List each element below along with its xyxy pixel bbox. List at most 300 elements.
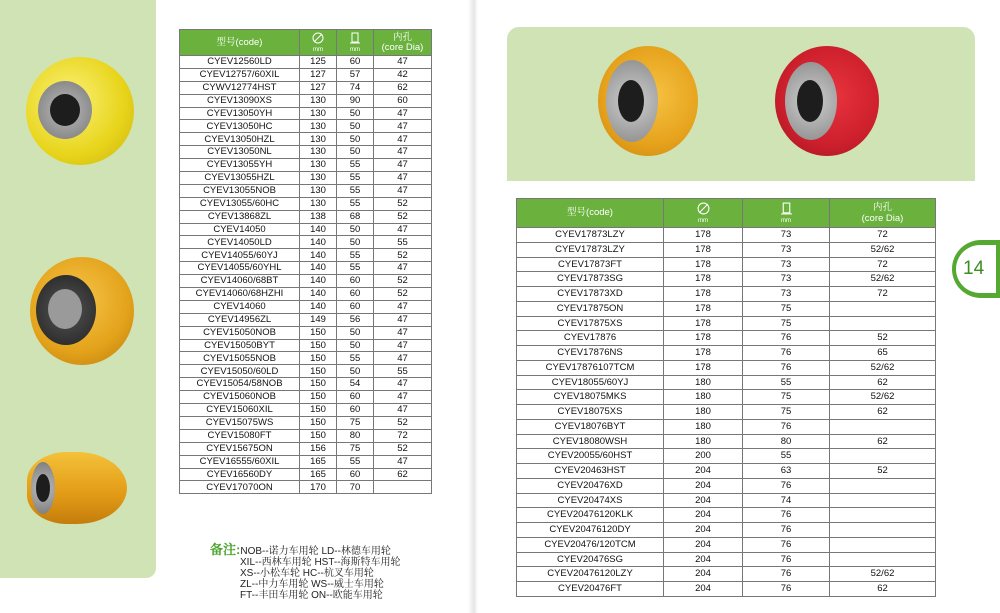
table-row bbox=[180, 197, 432, 210]
cell-code: CYEV14050LD bbox=[180, 236, 300, 249]
cell-bore: 72 bbox=[830, 228, 936, 243]
left-spec-table bbox=[179, 29, 432, 494]
cell-diameter: 130 bbox=[300, 133, 337, 146]
cell-diameter: 178 bbox=[664, 242, 743, 257]
cell-bore: 62 bbox=[830, 582, 936, 597]
table-row bbox=[180, 429, 432, 442]
table-row bbox=[517, 419, 936, 434]
cell-width: 76 bbox=[743, 508, 830, 523]
cell-diameter: 180 bbox=[664, 419, 743, 434]
cell-bore: 52/62 bbox=[830, 567, 936, 582]
table-row bbox=[517, 360, 936, 375]
cell-diameter: 180 bbox=[664, 375, 743, 390]
right-green-panel bbox=[507, 27, 975, 181]
cell-diameter: 130 bbox=[300, 172, 337, 185]
cell-diameter: 178 bbox=[664, 346, 743, 361]
table-row bbox=[517, 508, 936, 523]
cell-code: CYEV13050HZL bbox=[180, 133, 300, 146]
table-row bbox=[517, 316, 936, 331]
cell-code: CYEV13055YH bbox=[180, 159, 300, 172]
cell-code: CYEV14050 bbox=[180, 223, 300, 236]
cell-width: 55 bbox=[337, 159, 374, 172]
cell-bore bbox=[830, 537, 936, 552]
cell-code: CYEV13090XS bbox=[180, 94, 300, 107]
cell-code: CYEV12560LD bbox=[180, 56, 300, 69]
col-header-bore bbox=[830, 199, 936, 228]
diameter-icon bbox=[312, 32, 324, 44]
cell-bore bbox=[830, 301, 936, 316]
col-header-bore bbox=[374, 30, 432, 56]
cell-diameter: 200 bbox=[664, 449, 743, 464]
cell-bore bbox=[374, 481, 432, 494]
notes-line: NOB--诺力车用轮 LD--林德车用轮 bbox=[240, 546, 391, 557]
cell-width: 75 bbox=[743, 301, 830, 316]
table-row bbox=[180, 56, 432, 69]
table-row bbox=[517, 582, 936, 597]
cell-bore: 62 bbox=[374, 468, 432, 481]
cell-code: CYEV14060/68BT bbox=[180, 275, 300, 288]
cell-diameter: 125 bbox=[300, 56, 337, 69]
width-icon bbox=[349, 32, 361, 44]
notes-line: XS--小松车轮 HC--杭叉车用轮 bbox=[240, 568, 374, 579]
cell-bore: 47 bbox=[374, 223, 432, 236]
table-row bbox=[180, 159, 432, 172]
cell-width: 60 bbox=[337, 275, 374, 288]
table-row bbox=[180, 223, 432, 236]
cell-code: CYEV13050HC bbox=[180, 120, 300, 133]
cell-code: CYEV20476XD bbox=[517, 478, 664, 493]
cell-diameter: 165 bbox=[300, 455, 337, 468]
cell-width: 73 bbox=[743, 242, 830, 257]
cell-code: CYEV13055/60HC bbox=[180, 197, 300, 210]
cell-bore: 52/62 bbox=[830, 360, 936, 375]
cell-width: 57 bbox=[337, 68, 374, 81]
cell-width: 76 bbox=[743, 478, 830, 493]
table-row bbox=[180, 300, 432, 313]
table-row bbox=[180, 172, 432, 185]
cell-code: CYEV15675ON bbox=[180, 442, 300, 455]
cell-bore: 72 bbox=[830, 257, 936, 272]
cell-width: 74 bbox=[743, 493, 830, 508]
wheel-image-yellow bbox=[26, 57, 134, 165]
cell-bore: 65 bbox=[830, 346, 936, 361]
cell-width: 54 bbox=[337, 378, 374, 391]
cell-diameter: 204 bbox=[664, 537, 743, 552]
table-row bbox=[517, 375, 936, 390]
table-row bbox=[517, 434, 936, 449]
cell-bore: 72 bbox=[374, 429, 432, 442]
right-spec-table bbox=[516, 198, 936, 597]
cell-diameter: 130 bbox=[300, 107, 337, 120]
cell-width: 50 bbox=[337, 365, 374, 378]
cell-width: 76 bbox=[743, 582, 830, 597]
cell-diameter: 140 bbox=[300, 300, 337, 313]
cell-diameter: 150 bbox=[300, 352, 337, 365]
table-row bbox=[517, 405, 936, 420]
table-row bbox=[517, 331, 936, 346]
cell-bore: 52/62 bbox=[830, 272, 936, 287]
cell-code: CYEV18080WSH bbox=[517, 434, 664, 449]
cell-width: 76 bbox=[743, 567, 830, 582]
cell-bore bbox=[830, 552, 936, 567]
cell-code: CYEV17873SG bbox=[517, 272, 664, 287]
cell-code: CYEV17875ON bbox=[517, 301, 664, 316]
cell-width: 76 bbox=[743, 346, 830, 361]
wheel-image-red-right bbox=[775, 46, 879, 156]
cell-width: 90 bbox=[337, 94, 374, 107]
table-row bbox=[517, 537, 936, 552]
cell-width: 60 bbox=[337, 300, 374, 313]
cell-code: CYEV18055/60YJ bbox=[517, 375, 664, 390]
cell-width: 60 bbox=[337, 288, 374, 301]
cell-width: 50 bbox=[337, 339, 374, 352]
cell-diameter: 140 bbox=[300, 236, 337, 249]
cell-bore: 62 bbox=[374, 81, 432, 94]
table-row bbox=[517, 493, 936, 508]
cell-diameter: 140 bbox=[300, 249, 337, 262]
cell-diameter: 204 bbox=[664, 464, 743, 479]
cell-width: 75 bbox=[743, 405, 830, 420]
table-row bbox=[180, 210, 432, 223]
cell-diameter: 204 bbox=[664, 508, 743, 523]
cell-diameter: 178 bbox=[664, 257, 743, 272]
cell-bore: 42 bbox=[374, 68, 432, 81]
cell-diameter: 204 bbox=[664, 478, 743, 493]
cell-width: 73 bbox=[743, 228, 830, 243]
cell-bore bbox=[830, 493, 936, 508]
cell-diameter: 178 bbox=[664, 287, 743, 302]
cell-width: 60 bbox=[337, 56, 374, 69]
cell-bore: 55 bbox=[374, 236, 432, 249]
cell-code: CYEV14060 bbox=[180, 300, 300, 313]
cell-code: CYWV12774HST bbox=[180, 81, 300, 94]
cell-width: 74 bbox=[337, 81, 374, 94]
cell-code: CYEV15054/58NOB bbox=[180, 378, 300, 391]
page-spine bbox=[468, 0, 478, 613]
cell-code: CYEV13050YH bbox=[180, 107, 300, 120]
cell-width: 55 bbox=[337, 262, 374, 275]
cell-bore: 47 bbox=[374, 378, 432, 391]
cell-diameter: 204 bbox=[664, 523, 743, 538]
table-row bbox=[180, 68, 432, 81]
cell-diameter: 150 bbox=[300, 326, 337, 339]
cell-code: CYEV14956ZL bbox=[180, 313, 300, 326]
cell-bore bbox=[830, 316, 936, 331]
cell-width: 50 bbox=[337, 223, 374, 236]
table-row bbox=[180, 146, 432, 159]
cell-diameter: 170 bbox=[300, 481, 337, 494]
cell-code: CYEV13055NOB bbox=[180, 184, 300, 197]
table-row bbox=[517, 478, 936, 493]
cell-width: 60 bbox=[337, 468, 374, 481]
table-row bbox=[180, 184, 432, 197]
cell-bore: 47 bbox=[374, 159, 432, 172]
cell-bore bbox=[830, 449, 936, 464]
cell-bore: 47 bbox=[374, 184, 432, 197]
cell-code: CYEV17876107TCM bbox=[517, 360, 664, 375]
cell-bore: 47 bbox=[374, 107, 432, 120]
cell-diameter: 165 bbox=[300, 468, 337, 481]
cell-diameter: 178 bbox=[664, 331, 743, 346]
cell-diameter: 140 bbox=[300, 262, 337, 275]
table-row bbox=[180, 81, 432, 94]
cell-diameter: 130 bbox=[300, 146, 337, 159]
cell-code: CYEV20474XS bbox=[517, 493, 664, 508]
cell-code: CYEV20476SG bbox=[517, 552, 664, 567]
cell-code: CYEV13055HZL bbox=[180, 172, 300, 185]
mm-label: mm bbox=[781, 217, 791, 224]
cell-diameter: 150 bbox=[300, 365, 337, 378]
cell-bore: 52 bbox=[374, 275, 432, 288]
table-row bbox=[180, 378, 432, 391]
cell-width: 73 bbox=[743, 272, 830, 287]
cell-diameter: 138 bbox=[300, 210, 337, 223]
cell-width: 50 bbox=[337, 146, 374, 159]
cell-width: 73 bbox=[743, 257, 830, 272]
col-header-diameter bbox=[664, 199, 743, 228]
cell-code: CYEV17873FT bbox=[517, 257, 664, 272]
col-header-width bbox=[337, 30, 374, 56]
cell-bore: 47 bbox=[374, 391, 432, 404]
cell-bore: 47 bbox=[374, 172, 432, 185]
bore-cn: 内孔 bbox=[872, 202, 892, 213]
cell-code: CYEV15050NOB bbox=[180, 326, 300, 339]
cell-width: 56 bbox=[337, 313, 374, 326]
bore-en: (core Dia) bbox=[861, 213, 904, 224]
table-row bbox=[517, 228, 936, 243]
cell-code: CYEV20476/120TCM bbox=[517, 537, 664, 552]
col-header-width bbox=[743, 199, 830, 228]
cell-diameter: 178 bbox=[664, 228, 743, 243]
cell-diameter: 178 bbox=[664, 360, 743, 375]
cell-bore: 52 bbox=[374, 249, 432, 262]
bore-en: (core Dia) bbox=[381, 41, 424, 53]
cell-code: CYEV20463HST bbox=[517, 464, 664, 479]
cell-diameter: 127 bbox=[300, 81, 337, 94]
cell-code: CYEV17876 bbox=[517, 331, 664, 346]
cell-width: 55 bbox=[743, 375, 830, 390]
mm-label: mm bbox=[350, 46, 360, 53]
cell-width: 55 bbox=[337, 249, 374, 262]
table-row bbox=[180, 275, 432, 288]
cell-diameter: 204 bbox=[664, 493, 743, 508]
cell-code: CYEV14055/60YHL bbox=[180, 262, 300, 275]
table-row bbox=[180, 339, 432, 352]
cell-bore: 72 bbox=[830, 287, 936, 302]
table-row bbox=[180, 442, 432, 455]
table-row bbox=[180, 481, 432, 494]
table-row bbox=[517, 567, 936, 582]
cell-diameter: 180 bbox=[664, 390, 743, 405]
table-row bbox=[517, 552, 936, 567]
page-number: 14 bbox=[963, 258, 985, 279]
table-row bbox=[180, 120, 432, 133]
cell-width: 76 bbox=[743, 419, 830, 434]
cell-bore: 47 bbox=[374, 455, 432, 468]
cell-width: 76 bbox=[743, 331, 830, 346]
table-row bbox=[180, 416, 432, 429]
cell-code: CYEV17070ON bbox=[180, 481, 300, 494]
cell-width: 50 bbox=[337, 120, 374, 133]
cell-diameter: 180 bbox=[664, 434, 743, 449]
table-row bbox=[517, 449, 936, 464]
cell-diameter: 204 bbox=[664, 552, 743, 567]
table-row bbox=[180, 133, 432, 146]
cell-diameter: 156 bbox=[300, 442, 337, 455]
col-header-diameter bbox=[300, 30, 337, 56]
cell-width: 80 bbox=[337, 429, 374, 442]
table-row bbox=[517, 301, 936, 316]
cell-diameter: 130 bbox=[300, 120, 337, 133]
cell-code: CYEV13050NL bbox=[180, 146, 300, 159]
cell-width: 75 bbox=[337, 442, 374, 455]
cell-diameter: 140 bbox=[300, 275, 337, 288]
cell-code: CYEV18076BYT bbox=[517, 419, 664, 434]
cell-bore: 47 bbox=[374, 262, 432, 275]
cell-bore: 47 bbox=[374, 326, 432, 339]
cell-bore: 47 bbox=[374, 146, 432, 159]
table-row bbox=[180, 391, 432, 404]
cell-bore: 52/62 bbox=[830, 242, 936, 257]
cell-diameter: 130 bbox=[300, 197, 337, 210]
cell-bore: 52 bbox=[374, 416, 432, 429]
cell-bore: 47 bbox=[374, 339, 432, 352]
notes-block bbox=[210, 544, 401, 601]
cell-diameter: 150 bbox=[300, 339, 337, 352]
table-row bbox=[180, 249, 432, 262]
cell-code: CYEV17873LZY bbox=[517, 228, 664, 243]
cell-diameter: 140 bbox=[300, 223, 337, 236]
table-row bbox=[180, 262, 432, 275]
cell-width: 55 bbox=[337, 352, 374, 365]
cell-code: CYEV20476120KLK bbox=[517, 508, 664, 523]
cell-width: 50 bbox=[337, 326, 374, 339]
cell-width: 75 bbox=[743, 316, 830, 331]
cell-width: 55 bbox=[743, 449, 830, 464]
cell-code: CYEV15050/60LD bbox=[180, 365, 300, 378]
cell-diameter: 150 bbox=[300, 404, 337, 417]
cell-width: 75 bbox=[743, 390, 830, 405]
cell-bore: 62 bbox=[830, 375, 936, 390]
cell-width: 80 bbox=[743, 434, 830, 449]
cell-diameter: 130 bbox=[300, 184, 337, 197]
cell-diameter: 140 bbox=[300, 288, 337, 301]
cell-code: CYEV17876NS bbox=[517, 346, 664, 361]
cell-width: 75 bbox=[337, 416, 374, 429]
wheel-image-orange-large bbox=[30, 257, 134, 365]
table-row bbox=[180, 468, 432, 481]
cell-width: 73 bbox=[743, 287, 830, 302]
notes-line: FT--丰田车用轮 ON--欧能车用轮 bbox=[240, 590, 383, 601]
table-row bbox=[180, 404, 432, 417]
notes-line: XIL--西林车用轮 HST--海斯特车用轮 bbox=[240, 557, 401, 568]
cell-width: 55 bbox=[337, 172, 374, 185]
cell-code: CYEV15075WS bbox=[180, 416, 300, 429]
cell-code: CYEV18075XS bbox=[517, 405, 664, 420]
table-row bbox=[517, 242, 936, 257]
mm-label: mm bbox=[313, 46, 323, 53]
cell-bore: 60 bbox=[374, 94, 432, 107]
cell-code: CYEV20055/60HST bbox=[517, 449, 664, 464]
cell-bore: 52 bbox=[830, 331, 936, 346]
cell-bore bbox=[830, 478, 936, 493]
table-row bbox=[180, 326, 432, 339]
cell-bore: 47 bbox=[374, 313, 432, 326]
cell-code: CYEV14060/68HZHI bbox=[180, 288, 300, 301]
cell-diameter: 150 bbox=[300, 429, 337, 442]
cell-diameter: 150 bbox=[300, 416, 337, 429]
cell-diameter: 130 bbox=[300, 159, 337, 172]
table-row bbox=[180, 313, 432, 326]
cell-width: 76 bbox=[743, 537, 830, 552]
cell-bore: 62 bbox=[830, 434, 936, 449]
cell-bore: 62 bbox=[830, 405, 936, 420]
cell-code: CYEV20476120LZY bbox=[517, 567, 664, 582]
table-row bbox=[517, 464, 936, 479]
cell-width: 50 bbox=[337, 107, 374, 120]
cell-width: 60 bbox=[337, 391, 374, 404]
cell-code: CYEV17873XD bbox=[517, 287, 664, 302]
col-header-code: 型号(code) bbox=[517, 199, 664, 228]
cell-bore: 52 bbox=[374, 197, 432, 210]
table-row bbox=[180, 236, 432, 249]
table-row bbox=[517, 257, 936, 272]
page-number-badge bbox=[952, 240, 1000, 298]
cell-bore: 47 bbox=[374, 300, 432, 313]
table-row bbox=[180, 107, 432, 120]
cell-bore: 47 bbox=[374, 133, 432, 146]
table-row bbox=[180, 94, 432, 107]
cell-bore: 47 bbox=[374, 404, 432, 417]
cell-diameter: 150 bbox=[300, 378, 337, 391]
cell-code: CYEV15050BYT bbox=[180, 339, 300, 352]
table-row bbox=[180, 352, 432, 365]
cell-width: 70 bbox=[337, 481, 374, 494]
mm-label: mm bbox=[698, 217, 708, 224]
cell-bore: 52 bbox=[830, 464, 936, 479]
cell-bore bbox=[830, 419, 936, 434]
width-icon bbox=[780, 202, 793, 215]
cell-code: CYEV17873LZY bbox=[517, 242, 664, 257]
cell-width: 76 bbox=[743, 552, 830, 567]
cell-diameter: 149 bbox=[300, 313, 337, 326]
cell-bore: 47 bbox=[374, 352, 432, 365]
table-row bbox=[180, 288, 432, 301]
cell-code: CYEV15060XIL bbox=[180, 404, 300, 417]
cell-bore: 55 bbox=[374, 365, 432, 378]
cell-diameter: 178 bbox=[664, 316, 743, 331]
table-row bbox=[180, 365, 432, 378]
table-row bbox=[517, 523, 936, 538]
cell-code: CYEV13868ZL bbox=[180, 210, 300, 223]
cell-width: 68 bbox=[337, 210, 374, 223]
table-row bbox=[517, 272, 936, 287]
notes-line: ZL--中力车用轮 WS--威士车用轮 bbox=[240, 579, 384, 590]
wheel-image-orange-right bbox=[598, 46, 698, 156]
cell-code: CYEV15060NOB bbox=[180, 391, 300, 404]
cell-code: CYEV20476120DY bbox=[517, 523, 664, 538]
cell-width: 55 bbox=[337, 197, 374, 210]
cell-code: CYEV17875XS bbox=[517, 316, 664, 331]
notes-label: 备注: bbox=[210, 542, 241, 557]
cell-diameter: 130 bbox=[300, 94, 337, 107]
cell-diameter: 180 bbox=[664, 405, 743, 420]
cell-bore bbox=[830, 508, 936, 523]
cell-width: 50 bbox=[337, 133, 374, 146]
cell-width: 76 bbox=[743, 523, 830, 538]
diameter-icon bbox=[697, 202, 710, 215]
cell-width: 55 bbox=[337, 455, 374, 468]
